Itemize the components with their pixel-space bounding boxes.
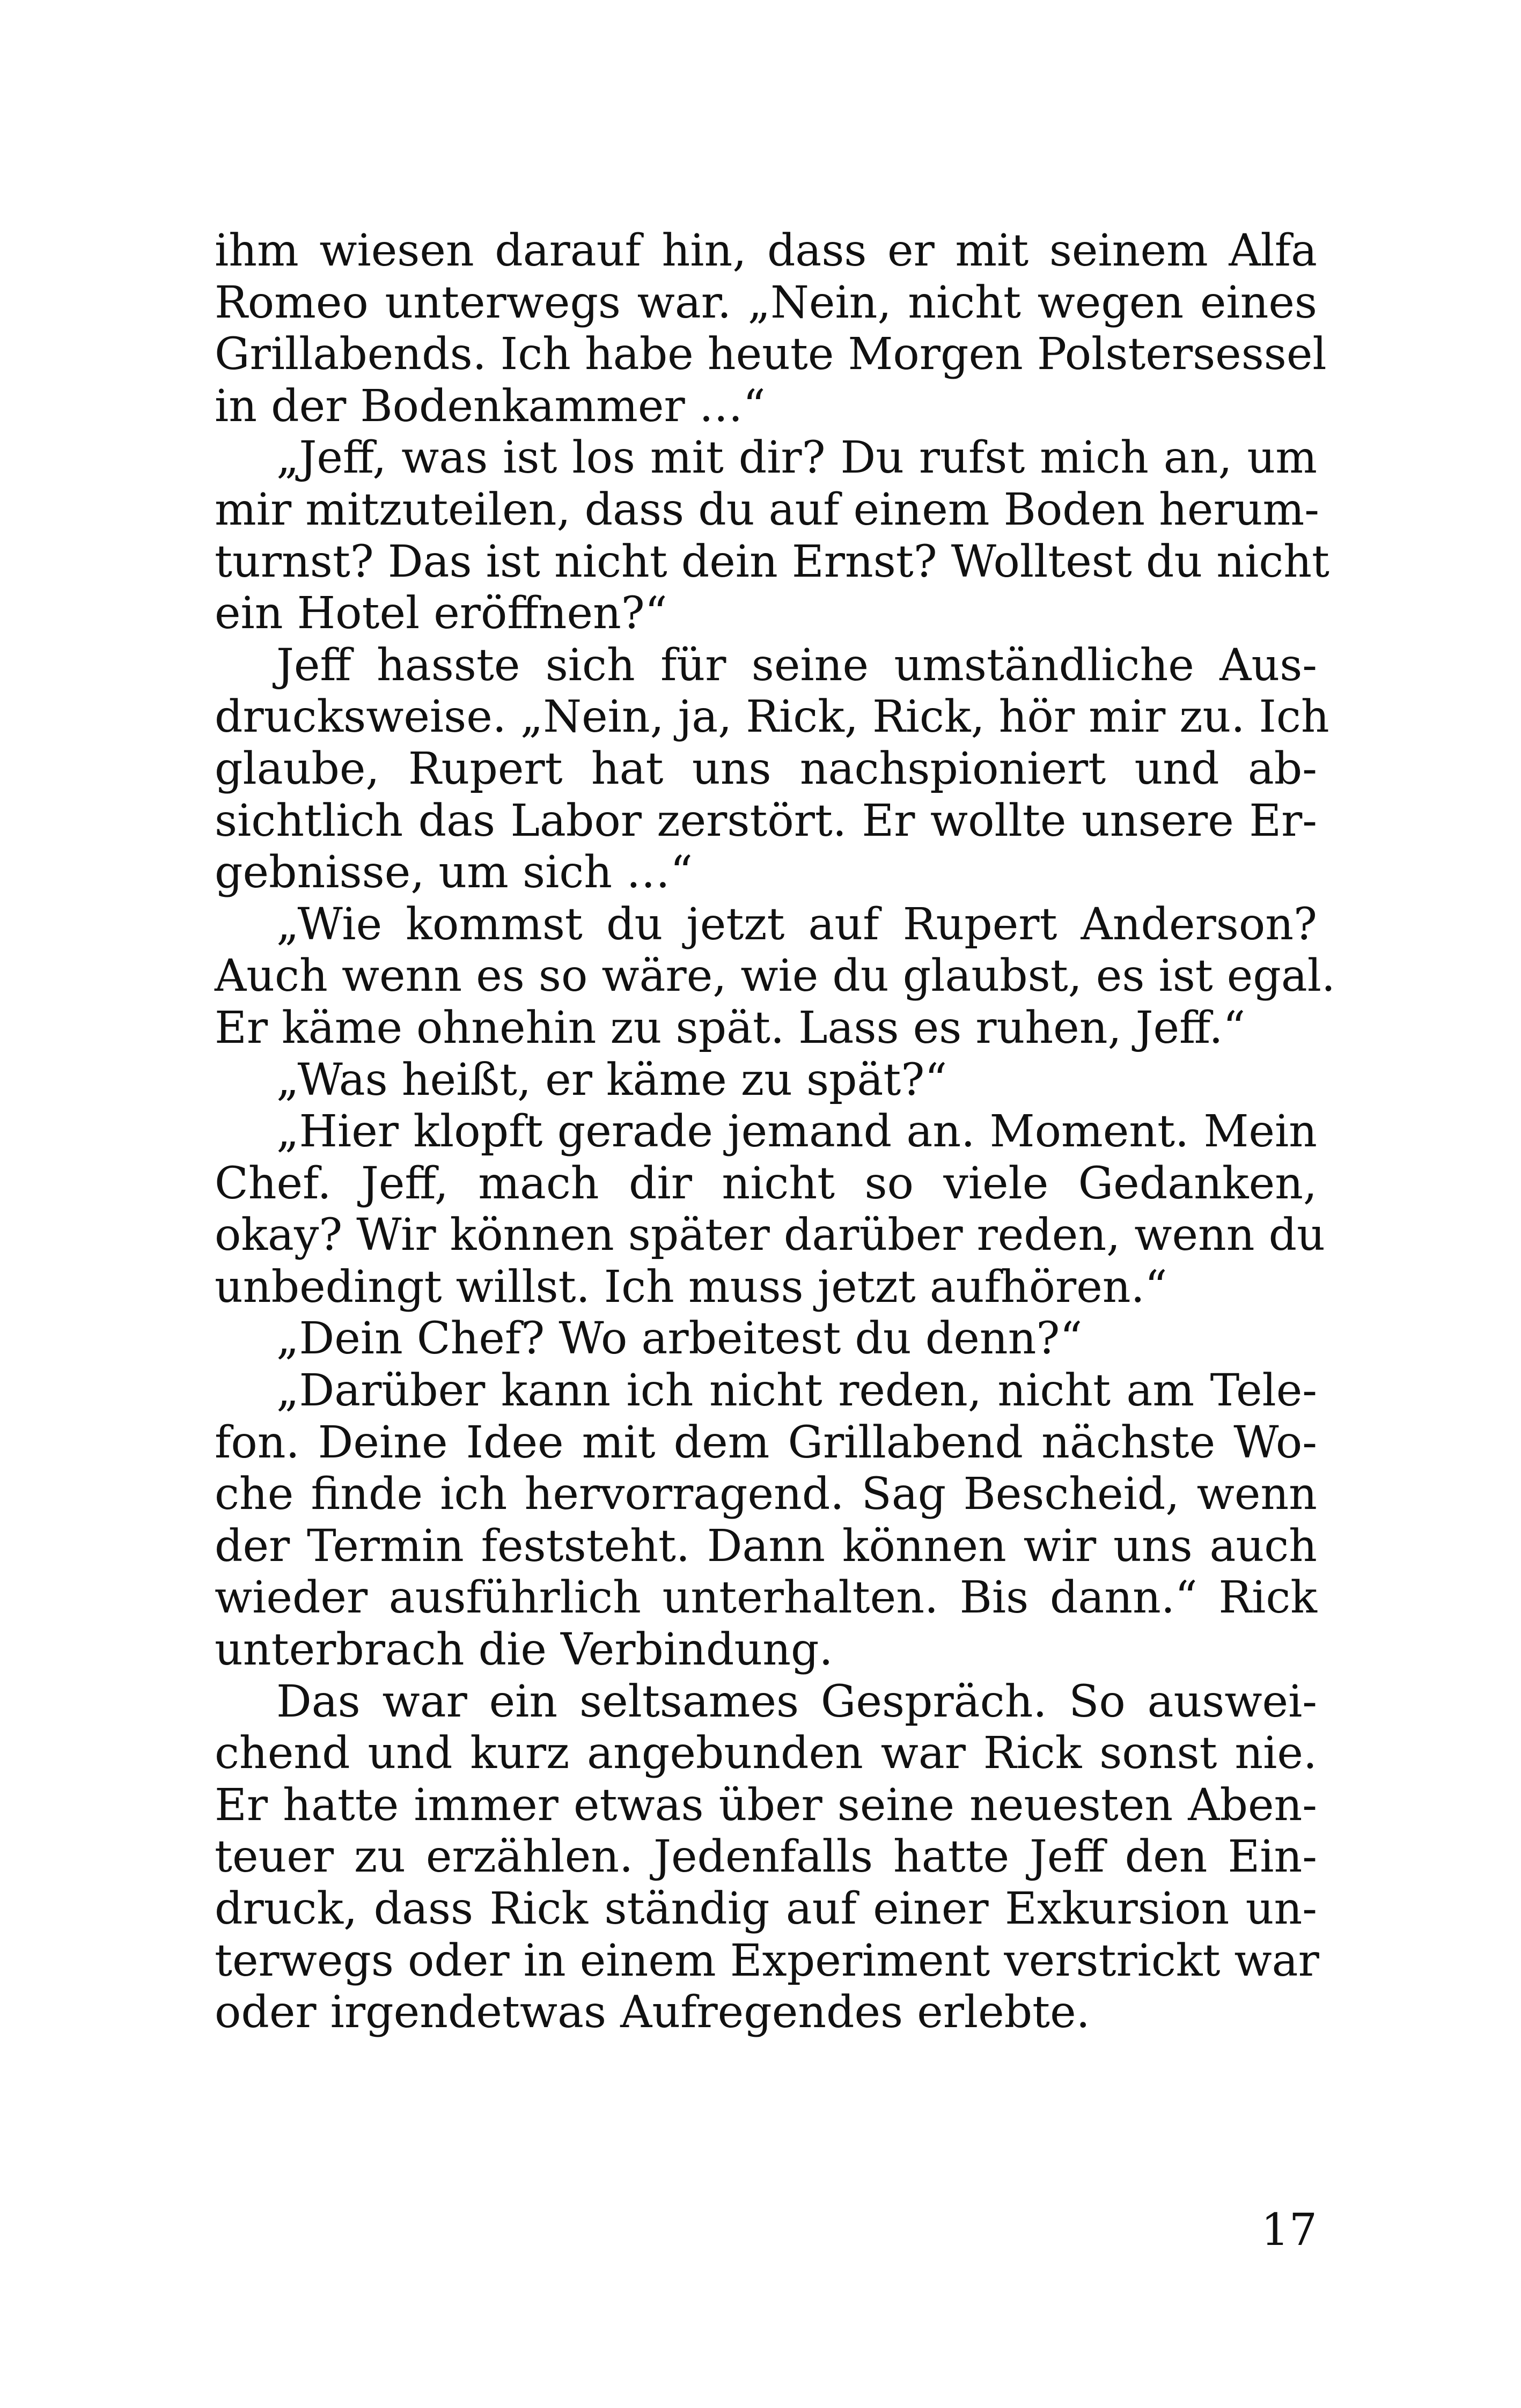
- page-number: 17: [1261, 2205, 1317, 2256]
- text-line: wieder ausführlich unterhalten. Bis dann.“ Rick: [215, 1572, 1317, 1624]
- text-line: fon. Deine Idee mit dem Grillabend nächste Wo-: [215, 1417, 1317, 1468]
- text-line: „Dein Chef? Wo arbeitest du denn?“: [276, 1313, 1083, 1365]
- text-line: glaube, Rupert hat uns nachspioniert und ab-: [215, 743, 1317, 794]
- text-line: ihm wiesen darauf hin, dass er mit seinem Alfa: [215, 225, 1317, 276]
- text-line: terwegs oder in einem Experiment verstrickt war: [215, 1935, 1319, 1986]
- text-line: der Termin feststeht. Dann können wir uns auch: [215, 1520, 1317, 1572]
- text-line: unterbrach die Verbindung.: [215, 1624, 833, 1676]
- text-line: oder irgendetwas Aufregendes erlebte.: [215, 1987, 1090, 2038]
- text-line: turnst? Das ist nicht dein Ernst? Wolltest du nicht: [215, 536, 1329, 587]
- text-line: sichtlich das Labor zerstört. Er wollte unsere Er-: [215, 795, 1317, 846]
- text-line: drucksweise. „Nein, ja, Rick, Rick, hör mir zu. Ich: [215, 691, 1329, 743]
- text-line: Chef. Jeff, mach dir nicht so viele Gedanken,: [215, 1158, 1317, 1209]
- text-line: Auch wenn es so wäre, wie du glaubst, es ist egal.: [215, 951, 1335, 1002]
- body-text: [215, 225, 1335, 2039]
- text-line: teuer zu erzählen. Jedenfalls hatte Jeff den Ein-: [215, 1831, 1317, 1883]
- text-line: mir mitzuteilen, dass du auf einem Boden herum-: [215, 484, 1319, 535]
- text-line: okay? Wir können später darüber reden, wenn du: [215, 1210, 1325, 1261]
- text-line: gebnisse, um sich …“: [215, 847, 693, 899]
- text-line: Jeff hasste sich für seine umständliche Aus-: [276, 639, 1317, 691]
- text-line: „Jeff, was ist los mit dir? Du rufst mich an, um: [276, 432, 1317, 484]
- text-line: Er käme ohnehin zu spät. Lass es ruhen, Jeff.“: [215, 1002, 1246, 1054]
- text-line: „Wie kommst du jetzt auf Rupert Anderson?: [276, 899, 1317, 950]
- text-line: chend und kurz angebunden war Rick sonst nie.: [215, 1728, 1317, 1779]
- text-line: „Hier klopft gerade jemand an. Moment. Mein: [276, 1106, 1317, 1158]
- text-line: „Darüber kann ich nicht reden, nicht am Tele-: [276, 1365, 1317, 1417]
- text-line: che finde ich hervorragend. Sag Bescheid, wenn: [215, 1469, 1317, 1520]
- text-line: Grillabends. Ich habe heute Morgen Polstersessel: [215, 329, 1327, 380]
- text-line: Romeo unterwegs war. „Nein, nicht wegen eines: [215, 277, 1317, 328]
- text-line: „Was heißt, er käme zu spät?“: [276, 1054, 947, 1106]
- text-line: unbedingt willst. Ich muss jetzt aufhören.“: [215, 1261, 1167, 1313]
- text-line: Das war ein seltsames Gespräch. So auswei-: [276, 1676, 1317, 1727]
- text-line: Er hatte immer etwas über seine neuesten Aben-: [215, 1779, 1317, 1831]
- text-line: ein Hotel eröffnen?“: [215, 588, 667, 639]
- text-line: druck, dass Rick ständig auf einer Exkursion un-: [215, 1883, 1317, 1934]
- text-line: in der Bodenkammer …“: [215, 380, 766, 432]
